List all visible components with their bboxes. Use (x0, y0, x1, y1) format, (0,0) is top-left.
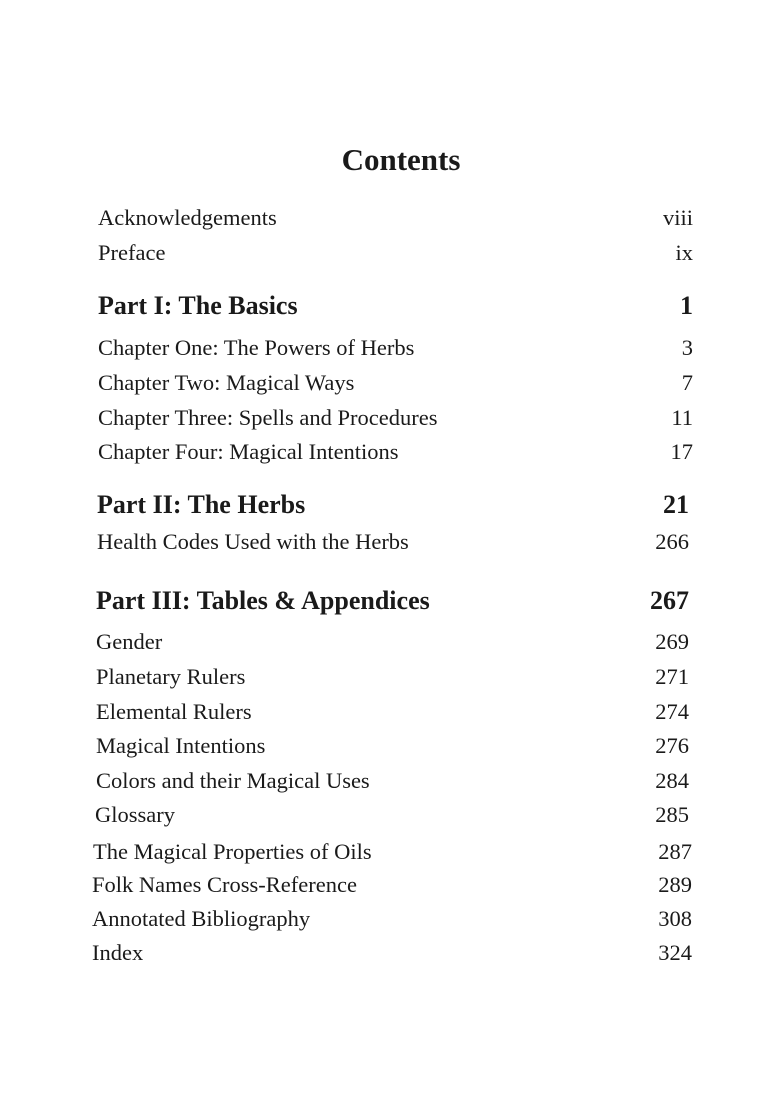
toc-entry (96, 731, 689, 761)
entry-page-number: 271 (655, 664, 689, 689)
entry-page-number: 308 (658, 906, 692, 931)
page-title: Contents (341, 142, 461, 177)
toc-entry (98, 333, 693, 363)
entry-page-number: 269 (655, 629, 689, 654)
entry-page-number: 289 (658, 872, 692, 897)
entry-title: Colors and their Magical Uses (96, 768, 370, 793)
toc-entry (98, 403, 693, 433)
entry-page-number: 284 (655, 768, 689, 793)
toc-part-entry (97, 490, 689, 520)
entry-page-number: 274 (655, 699, 689, 724)
entry-page-number: 21 (663, 490, 689, 519)
entry-page-number: 17 (670, 439, 693, 464)
entry-title: Preface (98, 240, 166, 265)
toc-entry (96, 766, 689, 796)
entry-title: Folk Names Cross-Reference (92, 872, 357, 897)
toc-entry (92, 938, 692, 968)
entry-title: Acknowledgements (98, 205, 277, 230)
entry-page-number: 7 (681, 370, 693, 395)
entry-title: Chapter Four: Magical Intentions (98, 439, 399, 464)
entry-title: Part II: The Herbs (97, 490, 306, 519)
toc-entry (98, 368, 693, 398)
entry-title: Index (92, 940, 144, 965)
toc-entry (96, 627, 689, 657)
toc-entry (96, 697, 689, 727)
toc-entry (96, 662, 689, 692)
entry-page-number: ix (675, 240, 693, 265)
entry-page-number: 11 (671, 405, 693, 430)
entry-page-number: 3 (681, 335, 693, 360)
toc-entry (92, 870, 692, 900)
entry-title: Annotated Bibliography (92, 906, 311, 931)
toc-entry (95, 800, 689, 830)
entry-page-number: 287 (658, 839, 692, 864)
entry-title: Chapter One: The Powers of Herbs (98, 335, 415, 360)
toc-part-entry (98, 291, 693, 321)
entry-title: Glossary (95, 802, 175, 827)
entry-title: Health Codes Used with the Herbs (97, 529, 409, 554)
entry-title: Part I: The Basics (98, 291, 298, 320)
entry-title: Chapter Two: Magical Ways (98, 370, 355, 395)
entry-page-number: 1 (680, 291, 693, 320)
entry-page-number: viii (662, 205, 693, 230)
entry-page-number: 267 (650, 586, 689, 615)
toc-entry (98, 203, 693, 233)
entry-title: Chapter Three: Spells and Procedures (98, 405, 438, 430)
toc-part-entry (96, 586, 689, 616)
entry-page-number: 324 (658, 940, 692, 965)
entry-title: Magical Intentions (96, 733, 266, 758)
entry-page-number: 285 (655, 802, 689, 827)
entry-title: Elemental Rulers (96, 699, 252, 724)
entry-title: The Magical Properties of Oils (93, 839, 372, 864)
toc-entry (92, 904, 692, 934)
toc-entry (93, 837, 692, 867)
entry-title: Part III: Tables & Appendices (96, 586, 430, 615)
entry-title: Planetary Rulers (96, 664, 246, 689)
toc-entry (98, 238, 693, 268)
entry-title: Gender (96, 629, 163, 654)
entry-page-number: 266 (655, 529, 689, 554)
toc-entry (98, 437, 693, 467)
toc-entry (97, 527, 689, 557)
entry-page-number: 276 (655, 733, 689, 758)
